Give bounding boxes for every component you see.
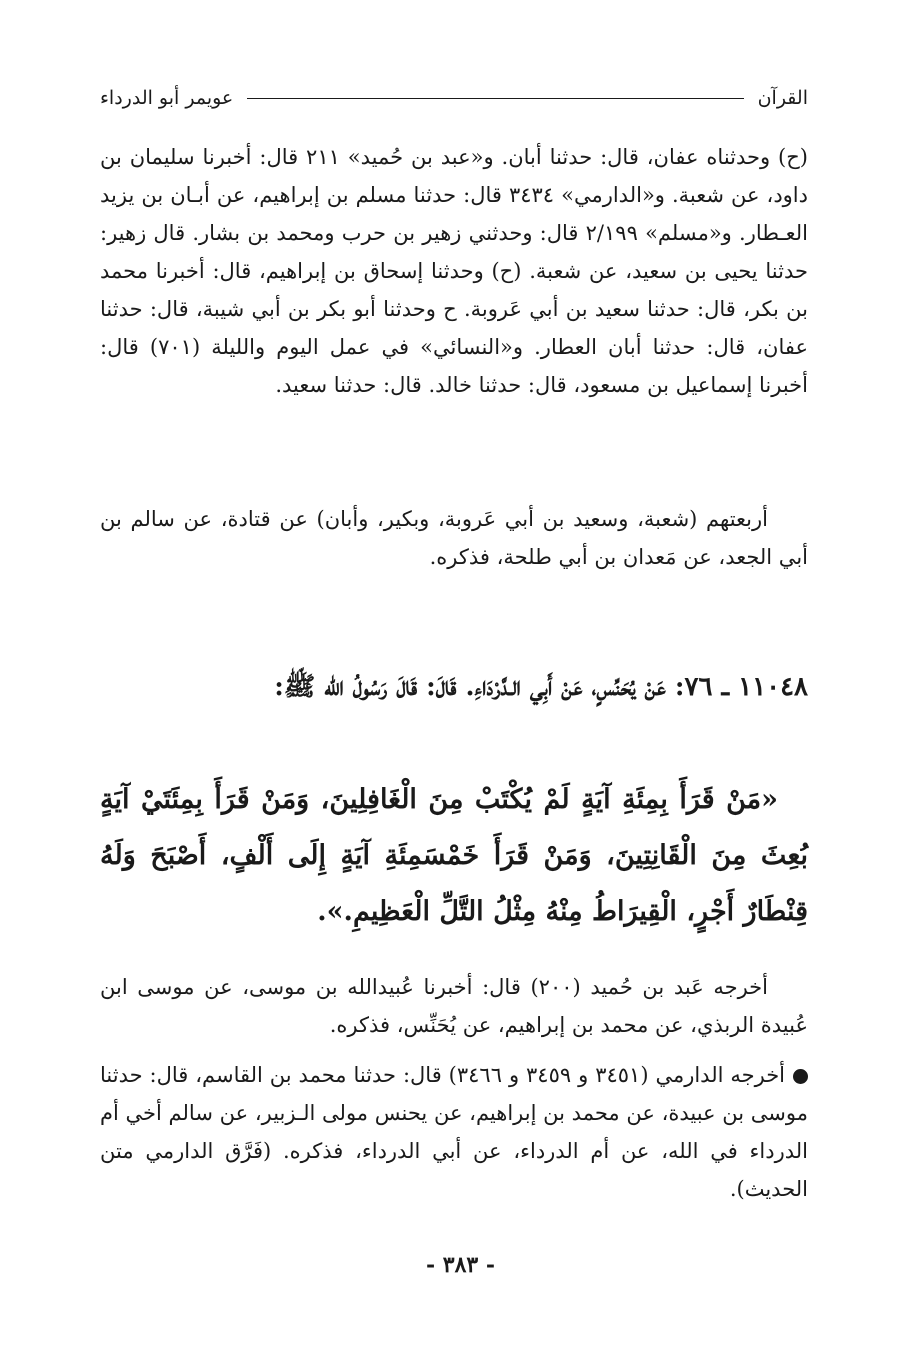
isnad-summary-paragraph: أربعتهم (شعبة، وسعيد بن أبي عَروبة، وبكير، وأبان) عن قتادة، عن سالم بن أبي الجعد، عن مَعدان بن أبي طلحة، فذكره. (100, 507, 808, 569)
page-number: - ٣٨٣ - (425, 1252, 496, 1278)
hadith-intro: ١١٠٤٨ ـ ٧٦: عَنْ يُحَنِّسٍ، عَنْ أَبِي الـدَّرْدَاءِ. قَالَ: قَالَ رَسُولُ الله ﷺ: (274, 672, 808, 702)
takhrij-darimi-text: أخرجه الدارمي (٣٤٥١ و ٣٤٥٩ و ٣٤٦٦) قال: حدثنا محمد بن القاسم، قال: حدثنا موسى بن عبيدة، عن محمد بن إبراهيم، عن يحنس مولى الـزبير، عن سالم أخي أم الدرداء في الله، عن أم الدرداء، عن أبي الدرداء، فذكره. (فَرَّق الدارمي متن الحديث). (100, 1063, 808, 1201)
takhrij-darimi-paragraph (100, 1056, 808, 1208)
takhrij-abd-paragraph: أخرجه عَبد بن حُميد (٢٠٠) قال: أخبرنا عُبيدالله بن موسى، عن موسى ابن عُبيدة الربذي، عن محمد بن إبراهيم، عن يُحَنِّس، فذكره. (100, 975, 808, 1037)
header-left-title: عويمر أبو الدرداء (100, 87, 234, 109)
hadith-matn: «مَنْ قَرَأَ بِمِئَةِ آيَةٍ لَمْ يُكْتَبْ مِنَ الْغَافِلِينَ، وَمَنْ قَرَأَ بِمِئَتَيْ آيَةٍ بُعِثَ مِنَ الْقَانِتِينَ، وَمَنْ قَرَأَ خَمْسَمِئَةِ آيَةٍ إِلَى أَلْفٍ، أَصْبَحَ وَلَهُ قِنْطَارٌ أَجْرٍ، الْقِيرَاطُ مِنْهُ مِثْلُ التَّلِّ الْعَظِيمِ.». (100, 784, 808, 927)
running-header (100, 80, 808, 116)
bullet-icon (793, 1069, 808, 1084)
header-rule (247, 98, 743, 99)
isnad-chain-paragraph: (ح) وحدثناه عفان، قال: حدثنا أبان. و«عبد بن حُميد» ٢١١ قال: أخبرنا سليمان بن داود، عن شعبة. و«الدارمي» ٣٤٣٤ قال: حدثنا مسلم بن إبراهيم، عن أبـان بن يزيد العـطار. و«مسلم» ٢/١٩٩ قال: وحدثني زهير بن حرب ومحمد بن بشار. قال زهير: حدثنا يحيى بن سعيد، عن شعبة. (ح) وحدثنا إسحاق بن إبراهيم، قال: أخبرنا محمد بن بكر، قال: حدثنا سعيد بن أبي عَروبة. ح وحدثنا أبو بكر بن أبي شيبة، قال: حدثنا عفان، قال: حدثنا أبان العطار. و«النسائي» في عمل اليوم والليلة (٧٠١) قال: أخبرنا إسماعيل بن مسعود، قال: حدثنا خالد. قال: حدثنا سعيد. (100, 145, 809, 397)
header-right-title: القرآن (757, 87, 808, 109)
